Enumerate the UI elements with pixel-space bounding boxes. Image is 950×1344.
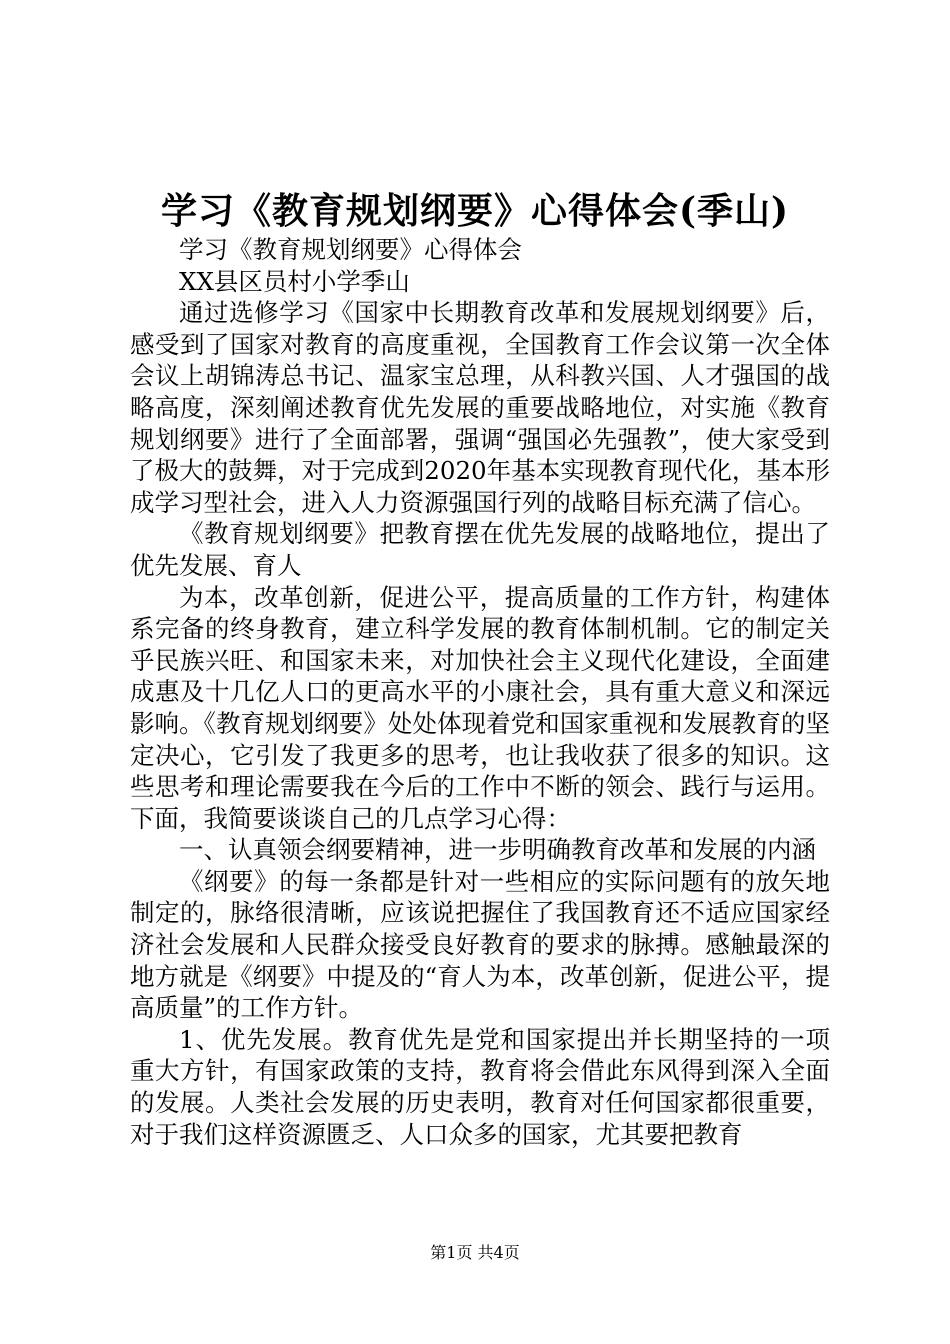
- paragraph: 为本，改革创新，促进公平，提高质量的工作方针，构建体系完备的终身教育，建立科学发展的教育体制机制。它的制定关乎民族兴旺、和国家未来，对加快社会主义现代化建设，全面建成惠及十几亿人口的更高水平的小康社会，具有重大意义和深远影响。《教育规划纲要》处处体现着党和国家重视和发展教育的坚定决心，它引发了我更多的思考，也让我收获了很多的知识。这些思考和理论需要我在今后的工作中不断的领会、践行与运用。下面，我简要谈谈自己的几点学习心得：: [130, 582, 830, 833]
- paragraph: 《纲要》的每一条都是针对一些相应的实际问题有的放矢地制定的，脉络很清晰，应该说把握住了我国教育还不适应国家经济社会发展和人民群众接受良好教育的要求的脉搏。感触最深的地方就是《纲要》中提及的“育人为本，改革创新，促进公平，提高质量”的工作方针。: [130, 866, 830, 1023]
- document-body: [130, 234, 830, 1150]
- paragraph: 《教育规划纲要》把教育摆在优先发展的战略地位，提出了优先发展、育人: [130, 519, 830, 580]
- paragraph-subtitle: 学习《教育规划纲要》心得体会: [179, 235, 522, 264]
- page-number-footer: 第1页 共4页: [430, 1243, 520, 1262]
- document-title: 学习《教育规划纲要》心得体会(季山): [160, 190, 790, 232]
- section-heading: 一、认真领会纲要精神，进一步明确教育改革和发展的内涵: [179, 835, 816, 865]
- paragraph: 1、优先发展。教育优先是党和国家提出并长期坚持的一项重大方针，有国家政策的支持，教育将会借此东风得到深入全面的发展。人类社会发展的历史表明，教育对任何国家都很重要，对于我们这样资源匮乏、人口众多的国家，尤其要把教育: [130, 1024, 830, 1149]
- paragraph: 通过选修学习《国家中长期教育改革和发展规划纲要》后，感受到了国家对教育的高度重视，全国教育工作会议第一次全体会议上胡锦涛总书记、温家宝总理，从科教兴国、人才强国的战略高度，深刻阐述教育优先发展的重要战略地位，对实施《教育规划纲要》进行了全面部署，强调“强国必先强教”，使大家受到了极大的鼓舞，对于完成到2020年基本实现教育现代化，基本形成学习型社会，进入人力资源强国行列的战略目标充满了信心。: [130, 298, 830, 517]
- paragraph-author: XX县区员村小学季山: [179, 266, 410, 296]
